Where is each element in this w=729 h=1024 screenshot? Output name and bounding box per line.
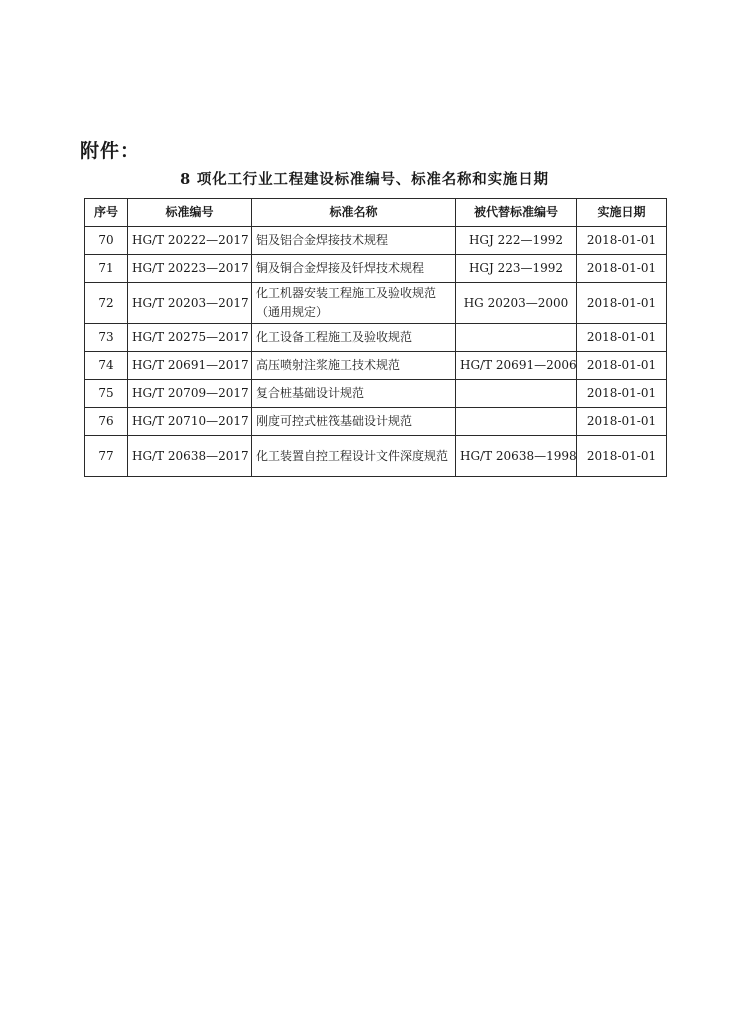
cell-date: 2018-01-01 [577,283,667,324]
table-row [85,408,667,436]
table-row [85,436,667,477]
cell-code: HG/T 20223—2017 [128,255,252,283]
cell-code: HG/T 20709—2017 [128,380,252,408]
cell-no: 72 [85,283,128,324]
cell-date: 2018-01-01 [577,380,667,408]
header-code: 标准编号 [128,199,252,227]
table-row [85,227,667,255]
cell-name: 刚度可控式桩筏基础设计规范 [252,408,456,436]
cell-name: 铝及铝合金焊接技术规程 [252,227,456,255]
document-title: 8 项化工行业工程建设标准编号、标准名称和实施日期 [180,171,549,188]
table-row [85,352,667,380]
table-row [85,324,667,352]
header-no: 序号 [85,199,128,227]
cell-code: HG/T 20222—2017 [128,227,252,255]
table-row [85,380,667,408]
cell-date: 2018-01-01 [577,255,667,283]
cell-replaced: HGJ 223—1992 [456,255,577,283]
cell-name: 化工装置自控工程设计文件深度规范 [252,436,456,477]
cell-name: 铜及铜合金焊接及钎焊技术规程 [252,255,456,283]
standards-table [84,198,667,477]
cell-date: 2018-01-01 [577,352,667,380]
table-row [85,283,667,324]
cell-name: 化工设备工程施工及验收规范 [252,324,456,352]
cell-replaced: HG 20203—2000 [456,283,577,324]
cell-date: 2018-01-01 [577,436,667,477]
header-name: 标准名称 [252,199,456,227]
cell-code: HG/T 20203—2017 [128,283,252,324]
cell-code: HG/T 20275—2017 [128,324,252,352]
cell-replaced: HG/T 20638—1998 [456,436,577,477]
cell-name: 复合桩基础设计规范 [252,380,456,408]
cell-replaced [456,324,577,352]
cell-no: 71 [85,255,128,283]
cell-replaced: HG/T 20691—2006 [456,352,577,380]
cell-replaced [456,380,577,408]
cell-no: 77 [85,436,128,477]
cell-no: 73 [85,324,128,352]
cell-no: 70 [85,227,128,255]
cell-date: 2018-01-01 [577,324,667,352]
attachment-label: 附件： [80,140,141,162]
cell-no: 74 [85,352,128,380]
table-row [85,255,667,283]
cell-name: 高压喷射注浆施工技术规范 [252,352,456,380]
cell-no: 75 [85,380,128,408]
cell-replaced: HGJ 222—1992 [456,227,577,255]
cell-code: HG/T 20691—2017 [128,352,252,380]
header-date: 实施日期 [577,199,667,227]
header-replaced: 被代替标准编号 [456,199,577,227]
cell-date: 2018-01-01 [577,408,667,436]
table-header-row [85,199,667,227]
cell-code: HG/T 20710—2017 [128,408,252,436]
cell-name: 化工机器安装工程施工及验收规范（通用规定） [252,283,456,324]
cell-replaced [456,408,577,436]
cell-date: 2018-01-01 [577,227,667,255]
cell-code: HG/T 20638—2017 [128,436,252,477]
cell-no: 76 [85,408,128,436]
